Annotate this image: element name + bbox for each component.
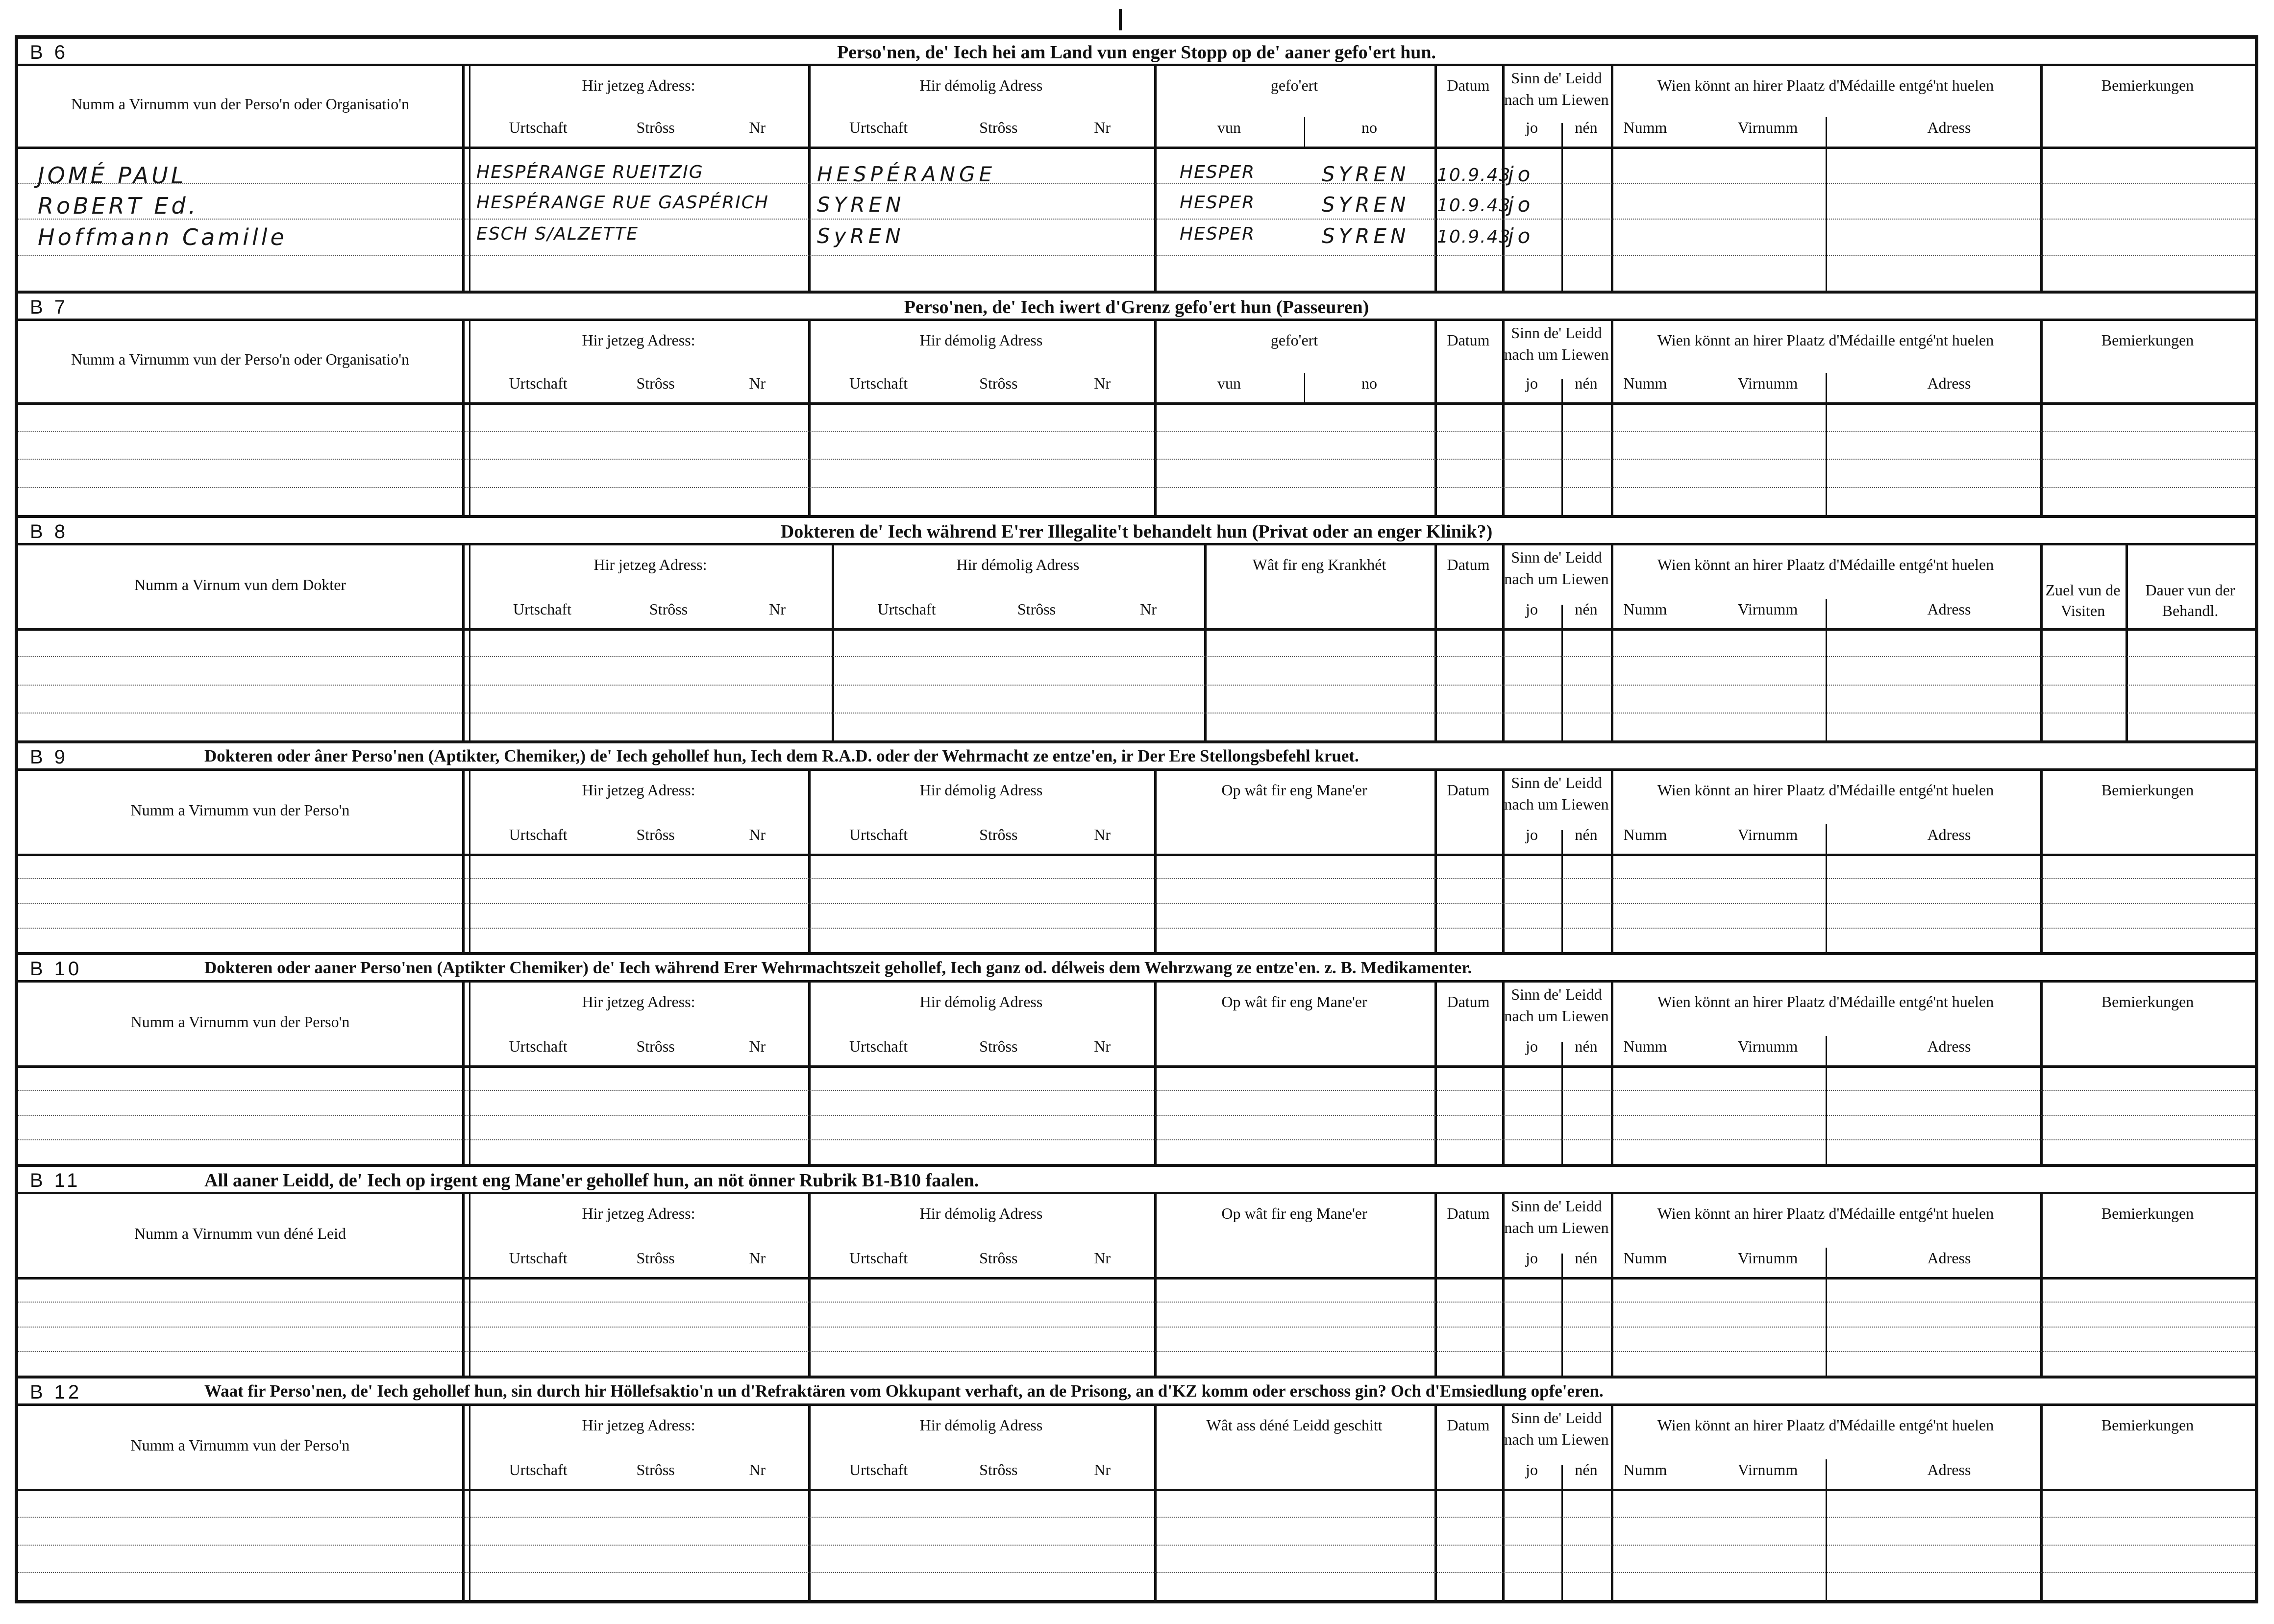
column-header-name: Numm a Virnumm vun déné Leid [134, 1224, 346, 1242]
column-header-former-address: Hir démolig Adress [919, 76, 1043, 94]
section-title: All aaner Leidd, de' Iech op irgent eng Mane'er gehollef hun, an nöt önner Rubrik B1-B10 faalen. [204, 1170, 979, 1191]
row-divider [18, 1065, 2255, 1068]
column-header-alive: Sinn de' Leidd nach um Liewen [1504, 1197, 1609, 1236]
subheader-from: vun [1217, 374, 1241, 392]
entry-current-address: HESPÉRANGE RUEITZIG [476, 162, 704, 182]
column-header-remarks: Bemierkungen [2101, 781, 2194, 799]
subheader-number: Nr [769, 600, 786, 618]
subheader-locality: Urtschaft [509, 1249, 568, 1267]
section-b7 [18, 294, 2255, 518]
column-header-date: Datum [1447, 1416, 1490, 1434]
column-header-medal-recipient: Wien könnt an hirer Plaatz d'Médaille entgé'nt huelen [1657, 556, 1994, 573]
entry-line [18, 1302, 2255, 1303]
subheader-address: Adress [1927, 826, 1971, 843]
entry-line [18, 1327, 2255, 1328]
entry-date: 10.9.43 [1437, 165, 1511, 185]
section-title-row [18, 1378, 2255, 1406]
subheader-to: no [1361, 119, 1377, 136]
subheader-yes: jo [1526, 119, 1538, 136]
column-divider [1154, 66, 1157, 291]
column-divider [1826, 1459, 1827, 1600]
section-title-row [18, 1167, 2255, 1194]
column-header-former-address: Hir démolig Adress [919, 331, 1043, 349]
entry-former-address: SyREN [817, 224, 905, 248]
section-id: B 7 [30, 296, 69, 318]
row-divider [18, 1277, 2255, 1280]
section-title-row [18, 39, 2255, 66]
entry-line [18, 713, 2255, 714]
subheader-firstname: Virnumm [1737, 374, 1798, 392]
subheader-locality: Urtschaft [509, 826, 568, 843]
subheader-firstname: Virnumm [1737, 1249, 1798, 1267]
column-header-alive: Sinn de' Leidd nach um Liewen [1504, 1409, 1609, 1448]
column-divider [1154, 983, 1157, 1164]
section-id: B 8 [30, 521, 69, 542]
column-header-date: Datum [1447, 556, 1490, 573]
column-header-current-address: Hir jetzeg Adress: [582, 76, 695, 94]
entry-alive: jo [1508, 224, 1534, 248]
section-b12 [18, 1378, 2255, 1600]
column-header-alive: Sinn de' Leidd nach um Liewen [1504, 985, 1609, 1025]
column-divider [1611, 66, 1613, 291]
section-title-row [18, 294, 2255, 321]
entry-line [18, 431, 2255, 432]
subheader-address: Adress [1927, 600, 1971, 618]
column-header-medal-recipient: Wien könnt an hirer Plaatz d'Médaille entgé'nt huelen [1657, 1416, 1994, 1434]
column-header-visit-count: Zuel vun de Visiten [2045, 581, 2121, 619]
subheader-locality: Urtschaft [849, 1249, 908, 1267]
entry-current-address: ESCH S/ALZETTE [476, 224, 639, 244]
subheader-firstname: Virnumm [1737, 1037, 1798, 1055]
column-header-middle: Op wât fir eng Mane'er [1221, 993, 1367, 1010]
subheader-address: Adress [1927, 1249, 1971, 1267]
section-title-row [18, 743, 2255, 771]
subheader-no: nén [1575, 600, 1598, 618]
column-header-alive: Sinn de' Leidd nach um Liewen [1504, 324, 1609, 363]
entry-line [18, 183, 2255, 184]
entry-name: JOMÉ PAUL [38, 162, 187, 189]
subheader-number: Nr [1094, 374, 1111, 392]
column-divider [1611, 321, 1613, 515]
entry-line [18, 685, 2255, 686]
subheader-street: Strôss [636, 1461, 675, 1478]
entry-line [18, 878, 2255, 879]
subheader-address: Adress [1927, 119, 1971, 136]
subheader-surname: Numm [1623, 600, 1667, 618]
subheader-number: Nr [1094, 826, 1111, 843]
subheader-number: Nr [1094, 1037, 1111, 1055]
subheader-locality: Urtschaft [849, 374, 908, 392]
subheader-street: Strôss [636, 119, 675, 136]
section-title-row [18, 518, 2255, 545]
column-header-middle: Wât ass déné Leidd geschitt [1206, 1416, 1383, 1434]
subheader-locality: Urtschaft [849, 1461, 908, 1478]
subheader-locality: Urtschaft [509, 374, 568, 392]
section-b6 [18, 39, 2255, 294]
column-divider [2126, 545, 2128, 740]
column-divider [1154, 1406, 1157, 1600]
subheader-no: nén [1575, 826, 1598, 843]
section-id: B 12 [30, 1381, 82, 1403]
section-b8 [18, 518, 2255, 743]
subheader-to: no [1361, 374, 1377, 392]
column-header-former-address: Hir démolig Adress [956, 556, 1080, 573]
column-header-medal-recipient: Wien könnt an hirer Plaatz d'Médaille entgé'nt huelen [1657, 781, 1994, 799]
column-header-date: Datum [1447, 993, 1490, 1010]
subheader-address: Adress [1927, 1037, 1971, 1055]
subheader-street: Strôss [636, 1037, 675, 1055]
column-divider [1826, 599, 1827, 740]
entry-from: HESPER [1180, 162, 1256, 182]
subheader-yes: jo [1526, 826, 1538, 843]
entry-date: 10.9.43 [1437, 227, 1511, 247]
subheader-number: Nr [749, 1037, 766, 1055]
subheader-firstname: Virnumm [1737, 600, 1798, 618]
column-header-name: Numm a Virnumm vun der Perso'n [130, 1436, 350, 1454]
subheader-surname: Numm [1623, 1461, 1667, 1478]
entry-line [18, 1139, 2255, 1140]
column-header-name: Numm a Virnumm vun der Perso'n [130, 801, 350, 819]
column-header-name: Numm a Virnumm vun der Perso'n [130, 1012, 350, 1031]
subheader-number: Nr [749, 1249, 766, 1267]
subheader-street: Strôss [649, 600, 688, 618]
entry-name: Hoffmann Camille [38, 224, 287, 250]
column-header-former-address: Hir démolig Adress [919, 1205, 1043, 1222]
entry-line [18, 1572, 2255, 1573]
subheader-locality: Urtschaft [509, 119, 568, 136]
column-header-date: Datum [1447, 76, 1490, 94]
entry-alive: jo [1508, 162, 1534, 186]
section-b10 [18, 955, 2255, 1167]
subheader-no: nén [1575, 119, 1598, 136]
column-divider [1611, 545, 1613, 740]
entry-line [18, 255, 2255, 256]
subheader-street: Strôss [979, 119, 1018, 136]
entry-date: 10.9.43 [1437, 196, 1511, 216]
subheader-address: Adress [1927, 1461, 1971, 1478]
subheader-locality: Urtschaft [849, 826, 908, 843]
subheader-street: Strôss [979, 1037, 1018, 1055]
subheader-firstname: Virnumm [1737, 119, 1798, 136]
column-header-current-address: Hir jetzeg Adress: [582, 331, 695, 349]
section-title-row [18, 955, 2255, 983]
column-header-middle: gefo'ert [1270, 76, 1318, 94]
subheader-surname: Numm [1623, 1249, 1667, 1267]
column-header-middle: gefo'ert [1270, 331, 1318, 349]
entry-line [18, 487, 2255, 488]
column-divider [1611, 771, 1613, 952]
subheader-street: Strôss [979, 1461, 1018, 1478]
entry-name: RoBERT Ed. [38, 193, 199, 219]
column-header-current-address: Hir jetzeg Adress: [582, 1205, 695, 1222]
entry-former-address: HESPÉRANGE [817, 162, 996, 186]
subheader-street: Strôss [1017, 600, 1056, 618]
row-divider [18, 1489, 2255, 1491]
subheader-yes: jo [1526, 600, 1538, 618]
column-header-alive: Sinn de' Leidd nach um Liewen [1504, 774, 1609, 813]
subheader-address: Adress [1927, 374, 1971, 392]
subheader-number: Nr [1094, 119, 1111, 136]
subheader-number: Nr [749, 119, 766, 136]
subheader-surname: Numm [1623, 1037, 1667, 1055]
subheader-locality: Urtschaft [849, 119, 908, 136]
subheader-yes: jo [1526, 1461, 1538, 1478]
entry-to: SYREN [1322, 162, 1410, 186]
column-divider [1154, 1194, 1157, 1376]
column-divider [462, 1194, 465, 1376]
row-divider [18, 147, 2255, 149]
column-header-name: Numm a Virnumm vun der Perso'n oder Organisatio'n [71, 95, 410, 113]
column-header-alive: Sinn de' Leidd nach um Liewen [1504, 69, 1609, 108]
subheader-locality: Urtschaft [877, 600, 936, 618]
column-header-alive: Sinn de' Leidd nach um Liewen [1504, 548, 1609, 588]
row-divider [18, 402, 2255, 405]
column-header-remarks: Bemierkungen [2101, 331, 2194, 349]
column-header-former-address: Hir démolig Adress [919, 993, 1043, 1010]
column-divider [1561, 1254, 1563, 1376]
column-divider [462, 983, 465, 1164]
section-id: B 10 [30, 958, 82, 980]
column-divider [2040, 66, 2043, 291]
entry-line [18, 656, 2255, 657]
entry-alive: jo [1508, 193, 1534, 217]
column-header-middle: Op wât fir eng Mane'er [1221, 1205, 1367, 1222]
subheader-street: Strôss [979, 374, 1018, 392]
section-title: Perso'nen, de' Iech hei am Land vun enger Stopp op de' aaner gefo'ert hun. [837, 42, 1436, 63]
entry-line [18, 1090, 2255, 1091]
column-divider [1826, 117, 1827, 291]
entry-line [18, 1351, 2255, 1352]
subheader-number: Nr [1094, 1461, 1111, 1478]
section-title: Waat fir Perso'nen, de' Iech gehollef hun, sin durch hir Höllefsaktio'n un d'Refraktären vom Okkupant verhaft, an de Prisong, an d'KZ komm oder erschoss gin? Och d'Emsiedlung opfe'eren. [204, 1381, 1604, 1401]
entry-to: SYREN [1322, 193, 1410, 217]
column-divider [462, 321, 465, 515]
column-header-current-address: Hir jetzeg Adress: [593, 556, 707, 573]
column-header-middle: Op wât fir eng Mane'er [1221, 781, 1367, 799]
entry-current-address: HESPÉRANGE RUE GASPÉRICH [476, 193, 769, 213]
subheader-surname: Numm [1623, 119, 1667, 136]
column-header-remarks: Bemierkungen [2101, 1205, 2194, 1222]
subheader-yes: jo [1526, 374, 1538, 392]
subheader-street: Strôss [636, 374, 675, 392]
column-header-name: Numm a Virnum vun dem Dokter [134, 575, 346, 593]
entry-line [18, 1115, 2255, 1116]
page-number-mark [1119, 9, 1122, 30]
column-divider [1561, 1042, 1563, 1164]
section-id: B 9 [30, 746, 69, 768]
entry-former-address: SYREN [817, 193, 905, 217]
subheader-yes: jo [1526, 1037, 1538, 1055]
column-divider [808, 66, 811, 291]
column-divider [1154, 321, 1157, 515]
column-header-remarks: Bemierkungen [2101, 76, 2194, 94]
section-b11 [18, 1167, 2255, 1378]
column-divider [1561, 123, 1563, 291]
subheader-surname: Numm [1623, 826, 1667, 843]
section-title: Dokteren oder aaner Perso'nen (Aptikter Chemiker) de' Iech während Erer Wehrmachtszeit gehollef, Iech ganz od. délweis dem Wehrzwang ze entze'en. z. B. Medikamenter. [204, 958, 1472, 977]
section-b9 [18, 743, 2255, 955]
column-divider [1826, 373, 1827, 515]
subheader-firstname: Virnumm [1737, 1461, 1798, 1478]
subheader-firstname: Virnumm [1737, 826, 1798, 843]
subheader-number: Nr [749, 374, 766, 392]
subheader-locality: Urtschaft [509, 1461, 568, 1478]
column-divider [1561, 830, 1563, 952]
subheader-locality: Urtschaft [849, 1037, 908, 1055]
column-header-medal-recipient: Wien könnt an hirer Plaatz d'Médaille entgé'nt huelen [1657, 1205, 1994, 1222]
section-id: B 6 [30, 42, 69, 63]
column-header-remarks: Bemierkungen [2101, 1416, 2194, 1434]
questionnaire-form [15, 35, 2258, 1603]
row-divider [18, 854, 2255, 856]
entry-line [18, 219, 2255, 220]
entry-line [18, 928, 2255, 929]
column-header-medal-recipient: Wien könnt an hirer Plaatz d'Médaille entgé'nt huelen [1657, 331, 1994, 349]
subheader-no: nén [1575, 1037, 1598, 1055]
column-divider [462, 1406, 465, 1600]
column-header-former-address: Hir démolig Adress [919, 781, 1043, 799]
column-divider [1611, 1194, 1613, 1376]
subheader-from: vun [1217, 119, 1241, 136]
column-header-date: Datum [1447, 781, 1490, 799]
section-title: Dokteren oder âner Perso'nen (Aptikter, Chemiker,) de' Iech gehollef hun, Iech dem R.A.D. oder der Wehrmacht ze entze'en, ir Der Ere Stellongsbefehl kruet. [204, 746, 1359, 765]
column-divider [1611, 983, 1613, 1164]
column-header-remarks: Bemierkungen [2101, 993, 2194, 1010]
row-divider [18, 628, 2255, 631]
subheader-locality: Urtschaft [513, 600, 572, 618]
column-divider [1154, 771, 1157, 952]
subheader-number: Nr [1140, 600, 1157, 618]
column-divider [1204, 545, 1207, 740]
entry-line [18, 459, 2255, 460]
subheader-surname: Numm [1623, 374, 1667, 392]
subheader-street: Strôss [636, 1249, 675, 1267]
subheader-number: Nr [1094, 1249, 1111, 1267]
column-divider [1561, 1465, 1563, 1600]
column-divider [462, 66, 465, 291]
section-title: Perso'nen, de' Iech iwert d'Grenz gefo'ert hun (Passeuren) [904, 297, 1369, 318]
column-divider [1611, 1406, 1613, 1600]
column-header-date: Datum [1447, 331, 1490, 349]
entry-line [18, 1545, 2255, 1546]
column-divider [469, 66, 470, 291]
entry-line [18, 1517, 2255, 1518]
column-header-current-address: Hir jetzeg Adress: [582, 781, 695, 799]
subheader-street: Strôss [636, 826, 675, 843]
column-header-medal-recipient: Wien könnt an hirer Plaatz d'Médaille entgé'nt huelen [1657, 993, 1994, 1010]
subheader-street: Strôss [979, 826, 1018, 843]
column-header-name: Numm a Virnumm vun der Perso'n oder Organisatio'n [71, 350, 410, 368]
column-divider [1561, 379, 1563, 515]
subheader-number: Nr [749, 826, 766, 843]
subheader-no: nén [1575, 374, 1598, 392]
column-header-date: Datum [1447, 1205, 1490, 1222]
subheader-number: Nr [749, 1461, 766, 1478]
column-header-current-address: Hir jetzeg Adress: [582, 1416, 695, 1434]
column-header-former-address: Hir démolig Adress [919, 1416, 1043, 1434]
subheader-no: nén [1575, 1249, 1598, 1267]
section-title: Dokteren de' Iech während E'rer Illegalite't behandelt hun (Privat oder an enger Klinik?) [780, 521, 1493, 542]
entry-line [18, 903, 2255, 904]
column-header-medal-recipient: Wien könnt an hirer Plaatz d'Médaille entgé'nt huelen [1657, 76, 1994, 94]
column-header-middle: Wât fir eng Krankhét [1252, 556, 1386, 573]
entry-from: HESPER [1180, 193, 1256, 213]
entry-from: HESPER [1180, 224, 1256, 244]
entry-to: SYREN [1322, 224, 1410, 248]
subheader-street: Strôss [979, 1249, 1018, 1267]
subheader-yes: jo [1526, 1249, 1538, 1267]
column-header-current-address: Hir jetzeg Adress: [582, 993, 695, 1010]
column-header-duration: Dauer vun der Behandl. [2145, 581, 2235, 619]
subheader-locality: Urtschaft [509, 1037, 568, 1055]
column-divider [462, 545, 465, 740]
section-id: B 11 [30, 1170, 81, 1191]
column-divider [2040, 545, 2043, 740]
column-divider [1561, 605, 1563, 740]
column-divider [462, 771, 465, 952]
subheader-no: nén [1575, 1461, 1598, 1478]
